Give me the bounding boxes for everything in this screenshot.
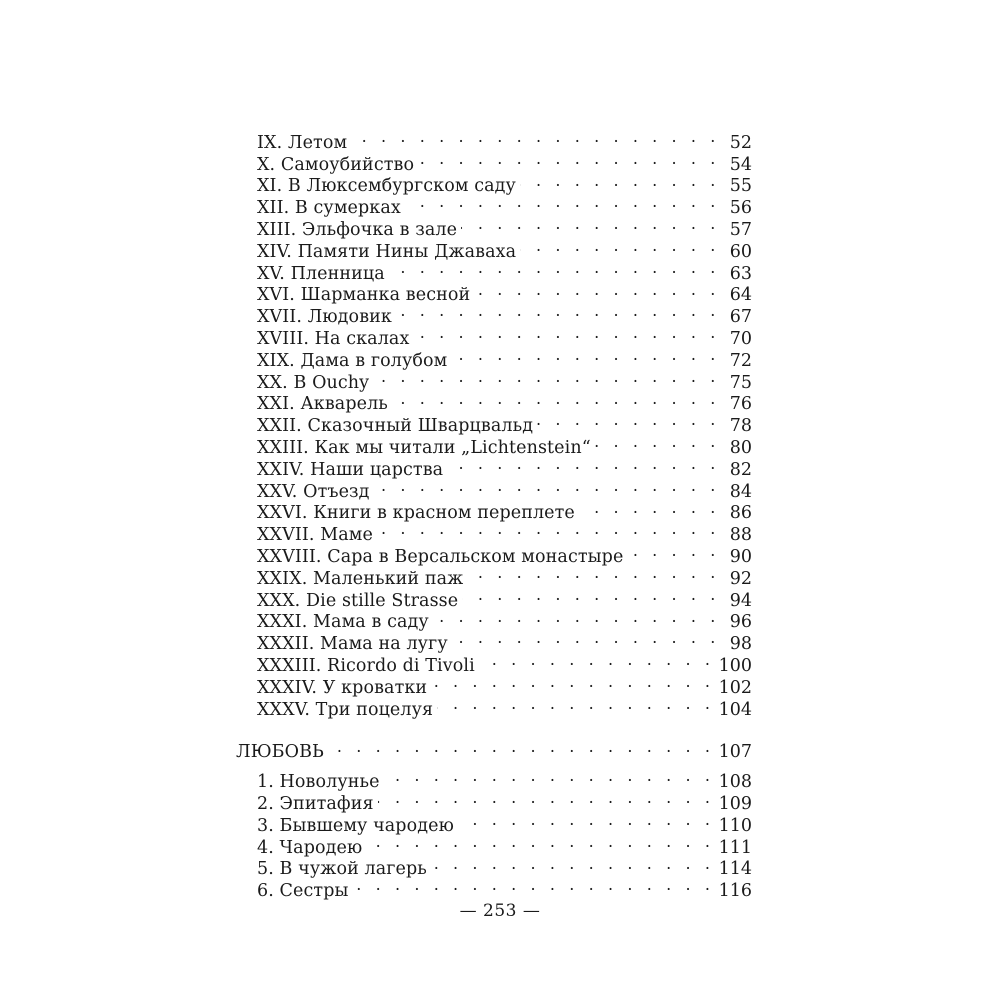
toc-entry-title: XXV. Отъезд bbox=[257, 481, 370, 502]
toc-entry-page: 78 bbox=[729, 416, 752, 437]
dot-leader bbox=[579, 497, 720, 519]
toc-entry-page: 86 bbox=[729, 503, 752, 524]
toc-entry-page: 114 bbox=[718, 859, 752, 880]
toc-entry-title: XXVII. Маме bbox=[257, 525, 373, 546]
dot-leader bbox=[458, 809, 715, 831]
toc-entry-title: XXVIII. Сара в Версальском монастыре bbox=[257, 546, 624, 567]
toc-entry-title: IX. Летом bbox=[257, 132, 348, 153]
table-of-contents bbox=[236, 126, 752, 902]
dot-leader bbox=[431, 671, 714, 693]
toc-entry-title: XXVI. Книги в красном переплете bbox=[257, 503, 575, 524]
toc-entry-title: XIII. Эльфочка в зале bbox=[257, 219, 458, 240]
dot-leader bbox=[392, 388, 720, 410]
dot-leader bbox=[461, 213, 720, 235]
toc-entry-page: 56 bbox=[729, 198, 752, 219]
page-number: — 253 — bbox=[459, 901, 541, 921]
toc-entry-title: XIX. Дама в голубом bbox=[257, 350, 448, 371]
dot-leader bbox=[378, 787, 715, 809]
toc-entry-page: 110 bbox=[718, 815, 752, 836]
toc-entry-page: 116 bbox=[718, 881, 752, 902]
toc-entry-page: 108 bbox=[718, 772, 752, 793]
dot-leader bbox=[462, 584, 720, 606]
dot-leader bbox=[474, 279, 720, 301]
toc-entry-title: XXXIII. Ricordo di Tivoli bbox=[257, 655, 475, 676]
toc-entry-page: 82 bbox=[729, 459, 752, 480]
toc-entry-page: 76 bbox=[729, 394, 752, 415]
toc-entry-title: 3. Бывшему чародею bbox=[257, 815, 454, 836]
toc-entry-title: XX. В Ouchy bbox=[257, 372, 370, 393]
dot-leader bbox=[374, 475, 720, 497]
toc-entry-page: 98 bbox=[729, 634, 752, 655]
toc-entry-title: XXIX. Маленький паж bbox=[257, 568, 464, 589]
toc-entry-title: XXII. Сказочный Шварцвальд bbox=[257, 416, 534, 437]
toc-entry-page: 70 bbox=[729, 328, 752, 349]
toc-entry-page: 80 bbox=[729, 437, 752, 458]
toc-entry-page: 102 bbox=[718, 677, 752, 698]
toc-entry-page: 54 bbox=[729, 154, 752, 175]
toc-entry bbox=[236, 765, 752, 793]
toc-entry-title: XXX. Die stille Strasse bbox=[257, 590, 459, 611]
dot-leader bbox=[447, 453, 720, 475]
dot-leader bbox=[467, 562, 720, 584]
dot-leader bbox=[353, 874, 715, 896]
toc-entry-title: 2. Эпитафия bbox=[257, 793, 374, 814]
toc-entry-title: XXXII. Мама на лугу bbox=[257, 634, 448, 655]
toc-entry-title: XVII. Людовик bbox=[257, 307, 392, 328]
dot-leader bbox=[627, 540, 720, 562]
dot-leader bbox=[373, 366, 720, 388]
toc-entry-title: X. Самоубийство bbox=[257, 154, 415, 175]
toc-entry-page: 109 bbox=[718, 793, 752, 814]
dot-leader bbox=[396, 300, 720, 322]
toc-entry-title: XXI. Акварель bbox=[257, 394, 388, 415]
dot-leader bbox=[595, 431, 720, 453]
toc-entry-title: XIV. Памяти Нины Джаваха bbox=[257, 241, 517, 262]
toc-entry-page: 52 bbox=[729, 132, 752, 153]
dot-leader bbox=[413, 322, 720, 344]
toc-entry-page: 72 bbox=[729, 350, 752, 371]
toc-entry-page: 100 bbox=[718, 655, 752, 676]
section-title: ЛЮБОВЬ bbox=[236, 742, 324, 763]
toc-entry-page: 96 bbox=[729, 612, 752, 633]
toc-entry-page: 111 bbox=[718, 837, 752, 858]
toc-entry-page: 84 bbox=[729, 481, 752, 502]
toc-entry-page: 75 bbox=[729, 372, 752, 393]
toc-entry-page: 55 bbox=[729, 176, 752, 197]
dot-leader bbox=[433, 606, 720, 628]
toc-entry-title: XXXIV. У кроватки bbox=[257, 677, 428, 698]
dot-leader bbox=[418, 148, 720, 170]
toc-entry-page: 63 bbox=[729, 263, 752, 284]
toc-entry-title: XVI. Шарманка весной bbox=[257, 285, 471, 306]
toc-entry-title: 4. Чародею bbox=[257, 837, 363, 858]
toc-entry-page: 60 bbox=[729, 241, 752, 262]
dot-leader bbox=[437, 693, 714, 715]
toc-entry-page: 94 bbox=[729, 590, 752, 611]
toc-entry-page: 88 bbox=[729, 525, 752, 546]
toc-entry-page: 64 bbox=[729, 285, 752, 306]
dot-leader bbox=[431, 853, 715, 875]
toc-entry bbox=[236, 126, 752, 153]
toc-entry-page: 90 bbox=[729, 546, 752, 567]
toc-entry-title: XI. В Люксембургском саду bbox=[257, 176, 516, 197]
toc-entry-title: XXXI. Мама в саду bbox=[257, 612, 429, 633]
dot-leader bbox=[351, 126, 720, 148]
toc-entry-title: XII. В сумерках bbox=[257, 198, 401, 219]
dot-leader bbox=[537, 409, 720, 431]
section-page: 107 bbox=[718, 742, 752, 763]
dot-leader bbox=[366, 831, 714, 853]
toc-entry-title: XXXV. Три поцелуя bbox=[257, 699, 434, 720]
toc-entry-title: 6. Сестры bbox=[257, 881, 349, 902]
dot-leader bbox=[479, 649, 715, 671]
dot-leader bbox=[389, 257, 720, 279]
dot-leader bbox=[520, 170, 720, 192]
dot-leader bbox=[384, 765, 715, 787]
dot-leader bbox=[328, 736, 715, 758]
toc-entry-page: 67 bbox=[729, 307, 752, 328]
dot-leader bbox=[451, 344, 720, 366]
toc-entry-page: 92 bbox=[729, 568, 752, 589]
dot-leader bbox=[405, 191, 720, 213]
toc-entry-title: XV. Пленница bbox=[257, 263, 385, 284]
toc-entry-title: 5. В чужой лагерь bbox=[257, 859, 427, 880]
toc-entry-page: 104 bbox=[718, 699, 752, 720]
dot-leader bbox=[520, 235, 720, 257]
toc-entry-title: XVIII. На скалах bbox=[257, 328, 410, 349]
toc-entry-page: 57 bbox=[729, 219, 752, 240]
toc-entry-title: XXIV. Наши царства bbox=[257, 459, 444, 480]
toc-section-heading bbox=[236, 736, 752, 763]
dot-leader bbox=[377, 518, 720, 540]
toc-entry-title: XXIII. Как мы читали „Lichtenstein“ bbox=[257, 437, 591, 458]
toc-entry-title: 1. Новолунье bbox=[257, 772, 380, 793]
dot-leader bbox=[452, 627, 720, 649]
